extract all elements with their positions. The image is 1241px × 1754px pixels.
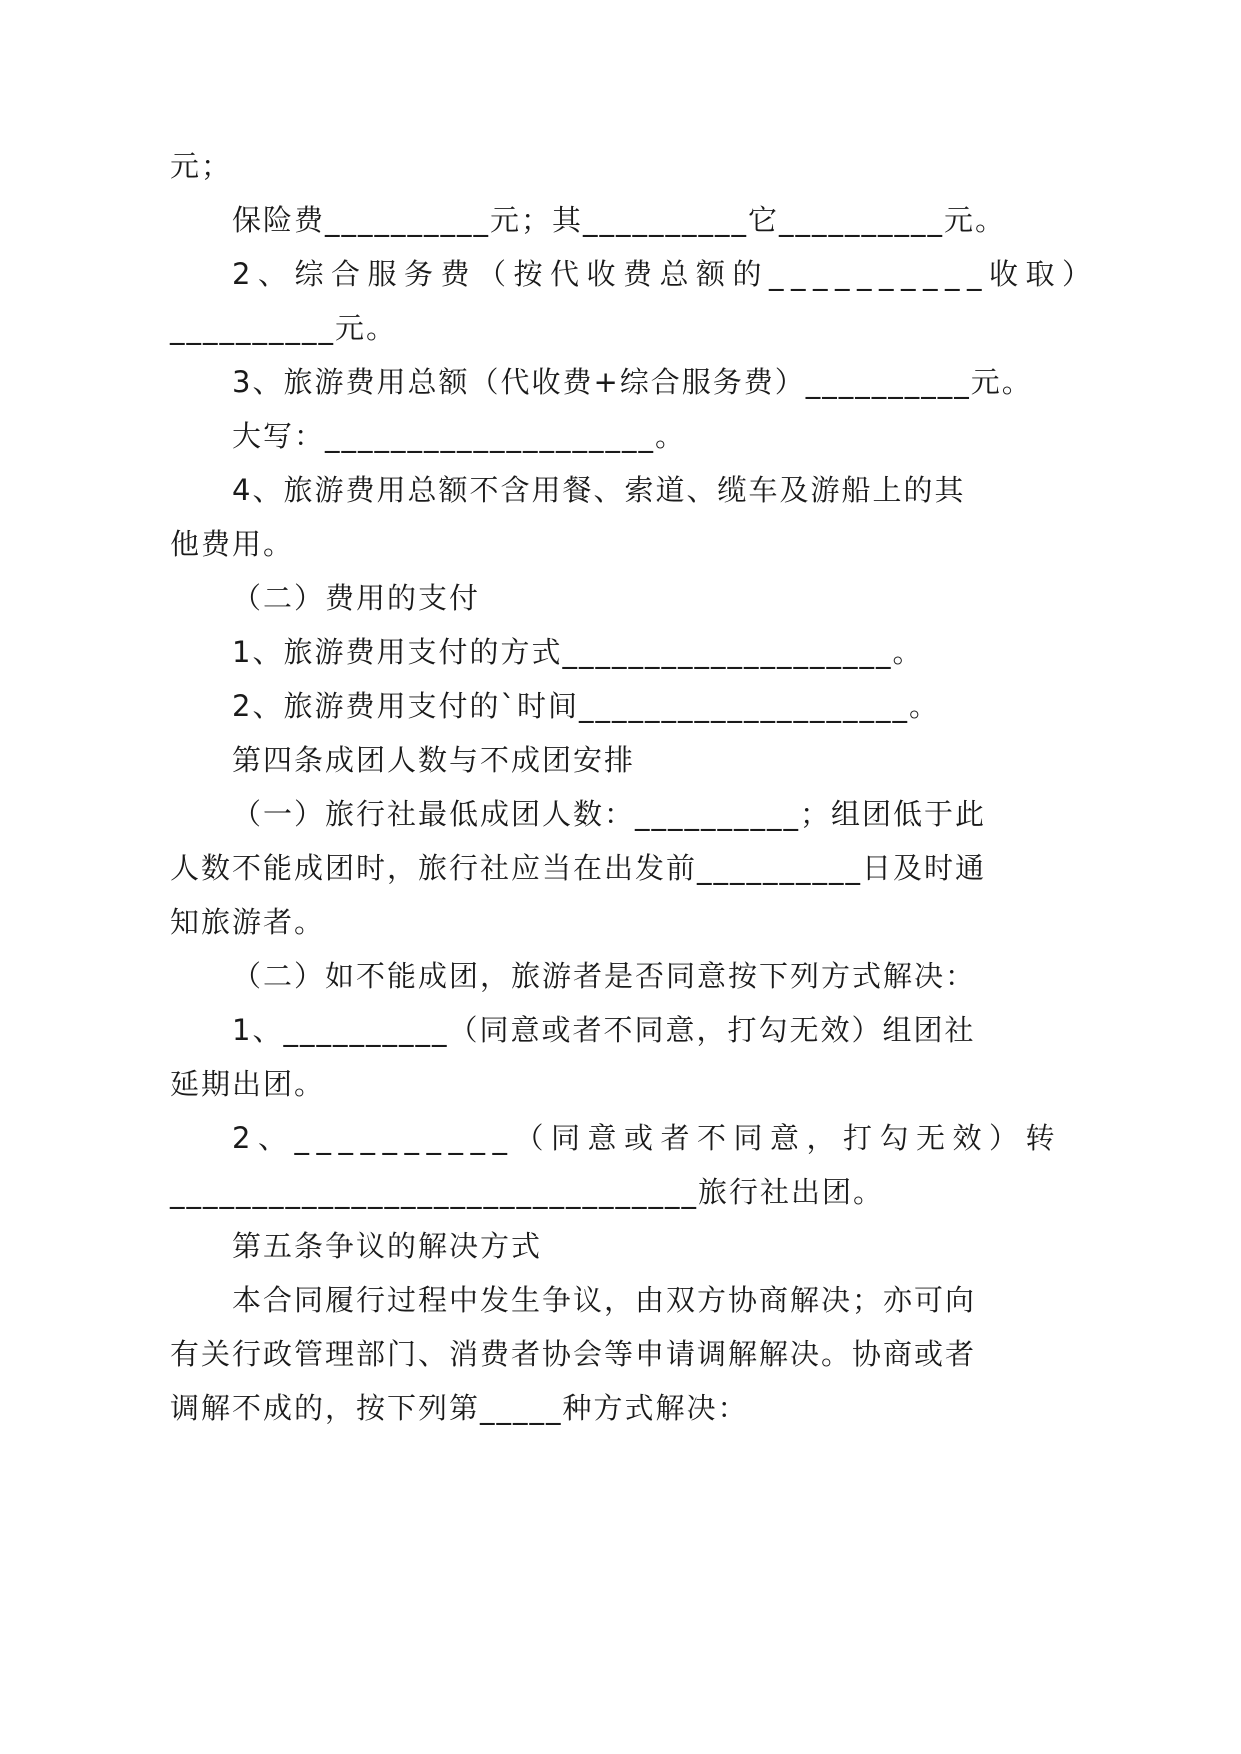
article-heading: 第五条争议的解决方式 — [232, 1229, 543, 1263]
text-line: 2、__________（同意或者不同意，打勾无效）转 — [232, 1121, 1062, 1155]
text-line: 本合同履行过程中发生争议，由双方协商解决；亦可向 — [232, 1283, 977, 1317]
text-line: 人数不能成团时，旅行社应当在出发前__________日及时通 — [170, 851, 987, 885]
text-line: （二）如不能成团，旅游者是否同意按下列方式解决： — [232, 959, 977, 993]
text-line: （一）旅行社最低成团人数：__________；组团低于此 — [232, 797, 987, 831]
text-line: 4、旅游费用总额不含用餐、索道、缆车及游船上的其 — [232, 473, 966, 507]
text-line: ________________________________旅行社出团。 — [170, 1175, 885, 1209]
text-line: 延期出团。 — [170, 1067, 326, 1101]
text-line: 1、旅游费用支付的方式____________________。 — [232, 635, 924, 669]
article-heading: 第四条成团人数与不成团安排 — [232, 743, 636, 777]
text-line: 元； — [170, 149, 233, 183]
text-line: 大写：____________________。 — [232, 419, 687, 453]
text-line: 调解不成的，按下列第_____种方式解决： — [170, 1391, 749, 1425]
section-heading: （二）费用的支付 — [232, 581, 481, 615]
text-line: 他费用。 — [170, 527, 295, 561]
text-line: 知旅游者。 — [170, 905, 326, 939]
text-line: 1、__________（同意或者不同意，打勾无效）组团社 — [232, 1013, 976, 1047]
text-line: 2、旅游费用支付的`时间____________________。 — [232, 689, 940, 723]
text-line: 保险费__________元；其__________它__________元。 — [232, 203, 1007, 237]
text-line: 2、综合服务费（按代收费总额的__________收取） — [232, 257, 1099, 291]
text-line: 3、旅游费用总额（代收费+综合服务费）__________元。 — [232, 365, 1033, 399]
text-line: __________元。 — [170, 311, 398, 345]
text-line: 有关行政管理部门、消费者协会等申请调解解决。协商或者 — [170, 1337, 977, 1371]
